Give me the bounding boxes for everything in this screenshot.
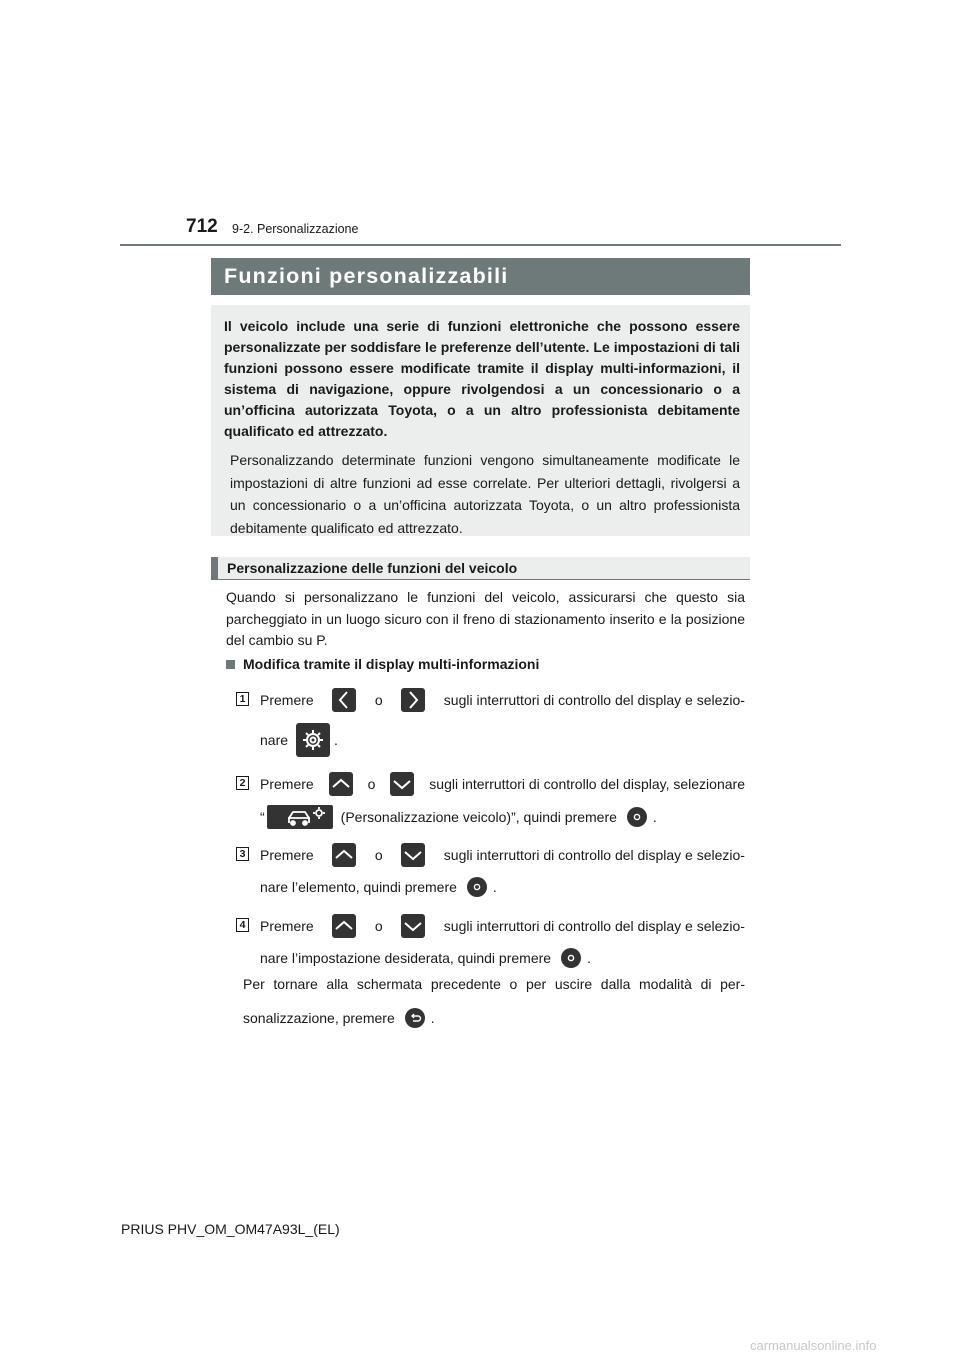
step-2-line-2 bbox=[260, 804, 657, 830]
exit-note-line-2 bbox=[243, 1005, 435, 1031]
vehicle-settings-icon bbox=[267, 805, 333, 829]
intro-box bbox=[211, 305, 750, 536]
chevron-up-icon bbox=[329, 772, 353, 796]
step-2-line-1 bbox=[260, 771, 745, 797]
chevron-up-icon bbox=[332, 843, 356, 867]
exit-note-text: sonalizzazione, premere bbox=[243, 1010, 395, 1026]
ok-button-icon bbox=[467, 877, 487, 897]
step-1-period: . bbox=[334, 732, 338, 748]
step-3-text-nare: nare l’elemento, quindi premere bbox=[260, 879, 457, 895]
footer-doc-code: PRIUS PHV_OM_OM47A93L_(EL) bbox=[121, 1221, 340, 1237]
exit-note-line-1: Per tornare alla schermata precedente o per uscire dalla modalità di per- bbox=[243, 976, 745, 992]
page-title-bar bbox=[211, 258, 750, 295]
step-4-text-premere: Premere bbox=[260, 918, 314, 934]
step-4-text-nare: nare l’impostazione desiderata, quindi premere bbox=[260, 950, 552, 966]
step-4-text-rest: sugli interruttori di controllo del display e selezio- bbox=[443, 918, 745, 934]
step-3-line-2 bbox=[260, 874, 497, 900]
step-1-text-nare: nare bbox=[260, 732, 289, 748]
page-number: 712 bbox=[186, 216, 218, 237]
step-3-text-o: o bbox=[374, 847, 383, 863]
back-button-icon bbox=[405, 1008, 425, 1028]
step-number-3: 3 bbox=[236, 847, 249, 861]
step-1-line-2 bbox=[260, 723, 338, 757]
step-1-line-1 bbox=[260, 687, 745, 713]
step-1-text-premere: Premere bbox=[260, 692, 314, 708]
step-2-text-rest: sugli interruttori di controllo del display, selezionare bbox=[429, 776, 745, 792]
exit-note-period: . bbox=[430, 1010, 435, 1026]
step-4-period: . bbox=[587, 950, 591, 966]
chevron-left-icon bbox=[332, 688, 356, 712]
intro-note: Personalizzando determinate funzioni vengono simultaneamente modificate le impostazioni di altre funzioni ad esse correlate. Per ulteriori dettagli, rivolgersi a un concessionario o a un’officina autorizzata Toyota, o un altro professionista debitamente qualificato ed attrezzato. bbox=[230, 452, 740, 536]
chevron-up-icon bbox=[332, 914, 356, 938]
step-2-text-premere: Premere bbox=[260, 776, 314, 792]
section-label: 9-2. Personalizzazione bbox=[232, 222, 359, 236]
step-number-4: 4 bbox=[236, 918, 249, 932]
page-title: Funzioni personalizzabili bbox=[224, 264, 509, 288]
step-2-text-o: o bbox=[367, 776, 376, 792]
chevron-right-icon bbox=[401, 688, 425, 712]
header-divider bbox=[120, 244, 841, 246]
step-1-text-rest: sugli interruttori di controllo del display e selezio- bbox=[443, 692, 745, 708]
step-3-text-premere: Premere bbox=[260, 847, 314, 863]
step-3-line-1 bbox=[260, 842, 745, 868]
chevron-down-icon bbox=[401, 914, 425, 938]
chevron-down-icon bbox=[401, 843, 425, 867]
step-2-open-quote: “ bbox=[260, 809, 265, 825]
step-4-text-o: o bbox=[374, 918, 383, 934]
subheading: Personalizzazione delle funzioni del veicolo bbox=[227, 560, 518, 576]
step-number-2: 2 bbox=[236, 776, 249, 790]
settings-gear-icon bbox=[296, 723, 330, 757]
bullet-heading bbox=[226, 656, 539, 672]
step-1-text-o: o bbox=[374, 692, 383, 708]
body-paragraph: Quando si personalizzano le funzioni del veicolo, assicurarsi che questo sia parcheggiato in un luogo sicuro con il freno di stazionamento inserito e la posizione del cambio su P. bbox=[226, 589, 745, 648]
step-3-text-rest: sugli interruttori di controllo del display e selezio- bbox=[443, 847, 745, 863]
step-2-text-personalizzazione: (Personalizzazione veicolo)”, quindi premere bbox=[340, 809, 617, 825]
intro-text: Il veicolo include una serie di funzioni elettroniche che possono essere personalizzate per soddisfare le preferenze dell’utente. Le impostazioni di tali funzioni possono essere modificate tramite il display multi-informazioni, il sistema di navigazione, oppure rivolgendosi a un concessionario o a un’officina autorizzata Toyota, o a un altro professionista debitamente qualificato ed attrezzato. bbox=[224, 318, 740, 439]
step-2-period: . bbox=[652, 809, 657, 825]
subheading-bar bbox=[211, 557, 750, 580]
step-number-1: 1 bbox=[236, 692, 249, 706]
watermark: carmanualsonline.info bbox=[750, 1338, 877, 1353]
step-3-period: . bbox=[492, 879, 497, 895]
step-4-line-1 bbox=[260, 913, 745, 939]
bullet-heading-text: Modifica tramite il display multi-informazioni bbox=[243, 656, 540, 672]
bullet-square-icon bbox=[226, 660, 235, 669]
ok-button-icon bbox=[561, 948, 581, 968]
chevron-down-icon bbox=[390, 772, 414, 796]
step-4-line-2 bbox=[260, 945, 591, 971]
ok-button-icon bbox=[627, 807, 647, 827]
